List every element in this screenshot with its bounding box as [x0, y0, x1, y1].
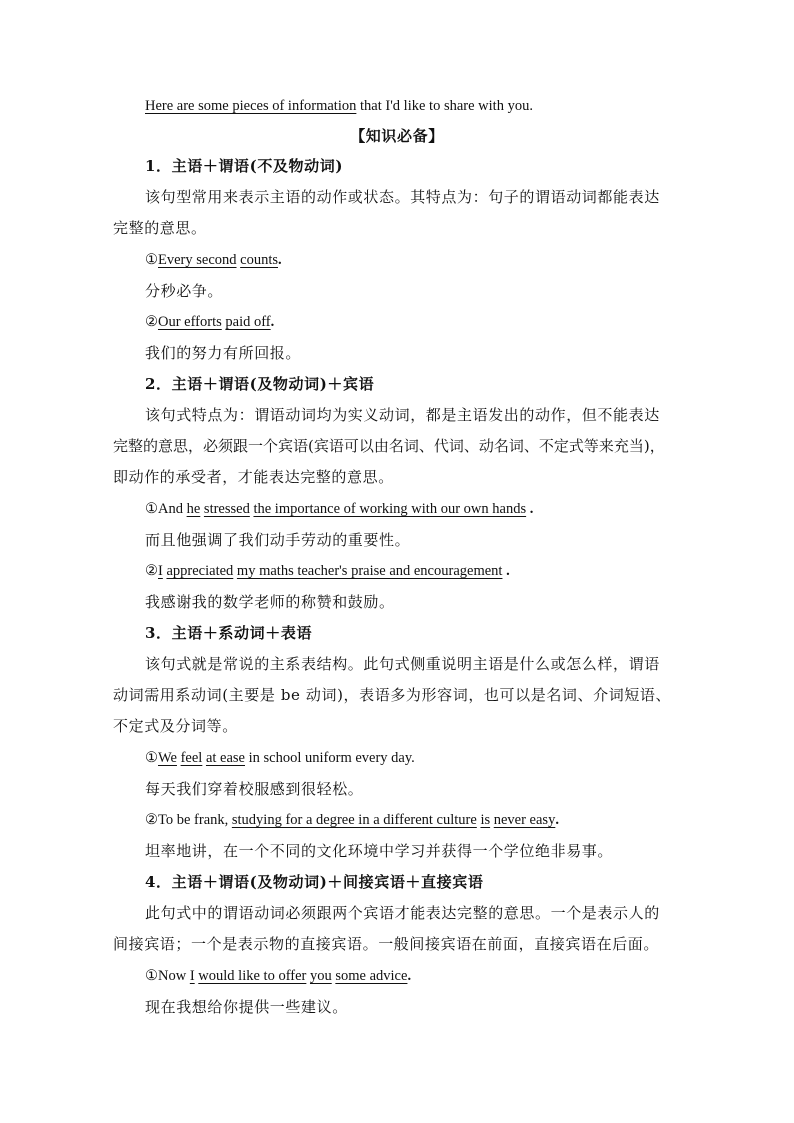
s1-heading: 1．主语＋谓语(不及物动词): [145, 157, 344, 175]
s2-example-2: ②I appreciated my maths teacher's praise and encouragement .: [145, 563, 510, 579]
predicative: at ease: [205, 750, 245, 766]
object: the importance of working with our own hands: [253, 501, 527, 517]
linking-verb: feel: [180, 750, 203, 766]
subject: he: [186, 501, 201, 517]
s2-desc-line3: 即动作的承受者，才能表达完整的意思。: [113, 468, 394, 486]
indirect-object: you: [309, 968, 332, 984]
s1-example-1: ①Every second counts.: [145, 252, 282, 268]
s2-heading: 2．主语＋谓语(及物动词)＋宾语: [145, 375, 375, 393]
s1-example-1-translation: 分秒必争。: [145, 282, 224, 300]
subject: I: [189, 968, 195, 984]
s2-desc-line2: 完整的意思，必须跟一个宾语(宾语可以由名词、代词、动名词、不定式等来充当)，: [113, 437, 665, 455]
direct-object: some advice: [335, 968, 408, 984]
verb: counts: [240, 252, 278, 268]
intro-rest: that I'd like to share with you.: [356, 98, 533, 114]
s3-example-1: ①We feel at ease in school uniform every day.: [145, 750, 415, 766]
verb: would like to offer: [198, 968, 307, 984]
verb: stressed: [203, 501, 250, 517]
s3-desc-line2: 动词需用系动词(主要是 be 动词)，表语多为形容词，也可以是名词、介词短语、: [113, 686, 672, 704]
s1-desc-line1: 该句型常用来表示主语的动作或状态。其特点为：句子的谓语动词都能表达: [145, 188, 660, 206]
subject: I: [158, 563, 163, 579]
subject: Every second: [158, 252, 237, 268]
s3-desc-line3: 不定式及分词等。: [113, 717, 238, 735]
s3-heading: 3．主语＋系动词＋表语: [145, 624, 313, 642]
s2-example-1-translation: 而且他强调了我们动手劳动的重要性。: [145, 531, 411, 549]
object: my maths teacher's praise and encouragement: [236, 563, 503, 579]
s3-example-2-translation: 坦率地讲，在一个不同的文化环境中学习并获得一个学位绝非易事。: [145, 842, 614, 860]
intro-underlined-phrase: Here are some pieces of information: [145, 98, 357, 114]
s4-example-1: ①Now I would like to offer you some advice.: [145, 968, 412, 984]
s4-desc-line2: 间接宾语；一个是表示物的直接宾语。一般间接宾语在前面，直接宾语在后面。: [113, 935, 660, 953]
verb: appreciated: [166, 563, 234, 579]
s2-example-1: ①And he stressed the importance of working with our own hands .: [145, 501, 534, 517]
s2-desc-line1: 该句式特点为：谓语动词均为实义动词，都是主语发出的动作，但不能表达: [145, 406, 660, 424]
subject: studying for a degree in a different culture: [231, 812, 477, 828]
s3-example-2: ②To be frank, studying for a degree in a different culture is never easy.: [145, 812, 559, 828]
s3-example-1-translation: 每天我们穿着校服感到很轻松。: [145, 780, 364, 798]
subject: We: [158, 750, 177, 766]
verb: paid off: [225, 314, 271, 330]
s1-example-2: ②Our efforts paid off.: [145, 314, 275, 330]
section-title: 【知识必备】: [350, 127, 444, 145]
s1-desc-line2: 完整的意思。: [113, 219, 207, 237]
example-number: ①: [145, 252, 158, 268]
s4-desc-line1: 此句式中的谓语动词必须跟两个宾语才能表达完整的意思。一个是表示人的: [145, 904, 660, 922]
s1-example-2-translation: 我们的努力有所回报。: [145, 344, 302, 362]
s4-heading: 4．主语＋谓语(及物动词)＋间接宾语＋直接宾语: [145, 873, 484, 891]
linking-verb: is: [480, 812, 491, 828]
predicative: never easy: [493, 812, 556, 828]
s3-desc-line1: 该句式就是常说的主系表结构。此句式侧重说明主语是什么或怎么样，谓语: [145, 655, 660, 673]
s4-example-1-translation: 现在我想给你提供一些建议。: [145, 998, 348, 1016]
intro-sentence: [145, 96, 533, 116]
subject: Our efforts: [158, 314, 222, 330]
s2-example-2-translation: 我感谢我的数学老师的称赞和鼓励。: [145, 593, 395, 611]
